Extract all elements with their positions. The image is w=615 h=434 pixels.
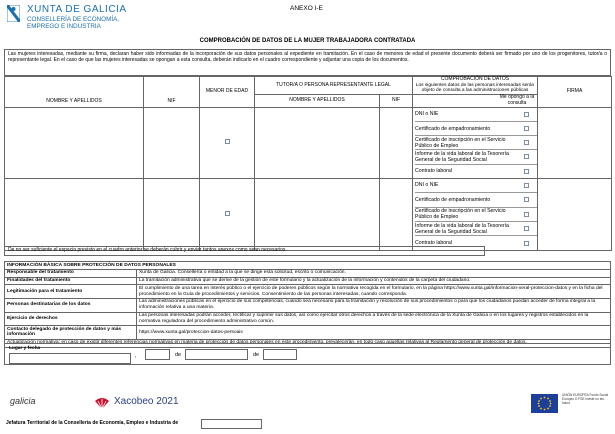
- oppose-checkbox[interactable]: [524, 183, 529, 188]
- oppose-checkbox[interactable]: [524, 154, 529, 159]
- list-item: Contrato laboral: [415, 235, 515, 249]
- oppose-checkbox[interactable]: [524, 212, 529, 217]
- list-item: Certificado de empadronamiento: [415, 192, 515, 206]
- de-label-1: de: [175, 352, 182, 358]
- nif-cell[interactable]: [144, 178, 200, 250]
- page-header: [4, 2, 611, 29]
- jefatura-label: Jefatura Territorial de la Consellería de Economía, Empleo e Industria de: [6, 420, 179, 426]
- header-check: COMPROBACIÓN DE DATOS Los siguientes datos de las personas interesadas serán objeto de consulta a las administraciones públicas: [413, 77, 538, 95]
- name-cell[interactable]: [5, 107, 144, 178]
- annex-label: ANEXO I-E: [290, 5, 323, 12]
- org-block: [27, 4, 127, 30]
- table-row: Finalidades del tratamiento La tramitación administrativa que se derive de la gestión de este formulario y la actualización de la información y contenidos de la carpeta del ciudadano.: [5, 277, 611, 285]
- day-input[interactable]: [145, 349, 170, 360]
- table-row: [5, 107, 612, 178]
- list-item: DNI o NIE: [415, 182, 439, 189]
- header-name: NOMBRE Y APELLIDOS: [5, 77, 144, 108]
- xacobeo-shell-icon: [94, 397, 110, 410]
- header-tutor-name: NOMBRE Y APELLIDOS: [255, 94, 380, 107]
- minor-checkbox[interactable]: [225, 211, 230, 216]
- tutor-name-cell[interactable]: [255, 178, 380, 250]
- docs-cell: [413, 178, 538, 250]
- table-row: Legitimación para el tratamiento El cumplimiento de una tarea en interés público o el ejercicio de poderes públicos según la normativa recogida en el formulario, en la página https://www.xunta.gal/informacion-xeral-proteccion-datos y en la ficha del procedimiento en la Guía de procedimientos y servicios. Consentimiento de las personas interesadas, cuando corresponda.: [5, 285, 611, 299]
- header-nif: NIF: [144, 77, 200, 108]
- year-input[interactable]: [263, 349, 297, 360]
- oppose-checkbox[interactable]: [524, 197, 529, 202]
- nif-cell[interactable]: [144, 107, 200, 178]
- list-item: Informe de la vida laboral de la Tesorería General de la Seguridad Social: [415, 221, 515, 235]
- list-item: Certificado de empadronamiento: [415, 121, 515, 135]
- xunta-logo-icon: [7, 5, 20, 22]
- month-input[interactable]: [185, 349, 248, 360]
- table-row: [5, 178, 612, 250]
- header-tutor: TUTOR/A O PERSONA REPRESENTANTE LEGAL: [255, 77, 413, 95]
- dept-line-2: EMPREGO E INDUSTRIA: [27, 22, 101, 30]
- header-sign: FIRMA: [538, 77, 612, 108]
- minor-checkbox[interactable]: [225, 139, 230, 144]
- table-row: Ejercicio de derechos Las personas interesadas podrán acceder, rectificar y suprimir sus datos, así como ejercitar otros derechos a través de la sede electrónica de la Xunta de Galicia o en los lugares y registros establecidos en la normativa reguladora del procedimiento administrativo común.: [5, 312, 611, 326]
- list-item: Certificado de inscripción en el Servicio Público de Empleo: [415, 135, 515, 149]
- table-row: Contacto delegado de protección de datos y más información https://www.xunta.gal/proteccion-datos-persoais: [5, 326, 611, 340]
- footer: [4, 392, 611, 416]
- privacy-update: Actualización normativa: en caso de existir diferentes referencias normativas en materia de protección de datos personales en este procedimiento, prevalecerán, en todo caso aquellas relativas al Reglamento general de protección de datos.: [5, 339, 611, 347]
- oppose-checkbox[interactable]: [524, 226, 529, 231]
- table-row: Responsable del tratamiento Xunta de Galicia. Consellería o entidad a la que se dirige esta solicitud, escrito o comunicación.: [5, 269, 611, 277]
- privacy-heading: INFORMACIÓN BÁSICA SOBRE PROTECCIÓN DE DATOS PERSONALES: [5, 262, 611, 270]
- comma-sep: ,: [135, 353, 137, 359]
- list-item: DNI o NIE: [415, 111, 439, 118]
- list-item: Informe de la vida laboral de la Tesorería General de la Seguridad Social: [415, 149, 515, 163]
- privacy-table: [4, 261, 611, 348]
- list-item: Contrato laboral: [415, 164, 515, 178]
- eu-flag-icon: [531, 394, 558, 413]
- oppose-checkbox[interactable]: [524, 169, 529, 174]
- place-input[interactable]: [9, 353, 131, 364]
- oppose-checkbox[interactable]: [524, 241, 529, 246]
- list-item: Certificado de inscripción en el Servicio Público de Empleo: [415, 207, 515, 221]
- privacy-link[interactable]: https://www.xunta.gal/proteccion-datos-persoais: [137, 326, 611, 340]
- oppose-checkbox[interactable]: [524, 126, 529, 131]
- tutor-name-cell[interactable]: [255, 107, 380, 178]
- name-cell[interactable]: [5, 178, 144, 250]
- galicia-logo: galicia: [10, 396, 36, 406]
- space-notice: De no ser suficiente el espacio previsto en el cuadro anterior se deberán cubrir y enviar tantos anexos como sean necesarios.: [4, 246, 485, 256]
- data-check-table: [4, 76, 611, 245]
- place-label: Lugar y fecha: [9, 346, 41, 351]
- org-title: XUNTA DE GALICIA: [27, 4, 127, 15]
- minor-cell: [200, 178, 255, 250]
- de-label-2: de: [253, 352, 260, 358]
- oppose-checkbox[interactable]: [524, 112, 529, 117]
- header-tutor-nif: NIF: [380, 94, 413, 107]
- header-minor: MENOR DE EDAD: [200, 77, 255, 108]
- intro-text: Las mujeres interesadas, mediante su firma, declaran haber sido informadas de la incorporación de sus datos personales al expediente en tramitación. En el caso de menores de edad el presente documento deberá ser firmado por uno de los progenitores, tutor/a o representante legal. En el caso de que las mujeres interesadas se opongan a esta consulta, deberán indicarlo en el cuadro correspondiente y adjuntar una copia de los documentos.: [4, 49, 611, 76]
- jefatura-input[interactable]: [201, 419, 262, 429]
- sign-cell[interactable]: [538, 178, 612, 250]
- tutor-nif-cell[interactable]: [380, 178, 413, 250]
- place-date-section: [4, 343, 611, 365]
- sign-cell[interactable]: [538, 107, 612, 178]
- table-row: Personas destinatarias de los datos Las administraciones públicas en el ejercicio de sus competencias, cuando sea necesario para la tramitación y resolución de sus procedimientos o para que los ciudadanos puedan acceder de forma integral a la información relativa a una materia.: [5, 298, 611, 312]
- eu-text: UNIÓN EUROPEA Fondo Social Europeo O FSE inviste no teu futuro: [562, 393, 609, 405]
- docs-cell: [413, 107, 538, 178]
- xacobeo-logo: Xacobeo 2021: [114, 396, 179, 407]
- dept-line-1: CONSELLERÍA DE ECONOMÍA,: [27, 15, 120, 23]
- oppose-checkbox[interactable]: [524, 140, 529, 145]
- document-title: COMPROBACIÓN DE DATOS DE LA MUJER TRABAJADORA CONTRATADA: [199, 38, 416, 44]
- tutor-nif-cell[interactable]: [380, 107, 413, 178]
- header-oppose: Me opongo a la consulta: [413, 94, 538, 107]
- minor-cell: [200, 107, 255, 178]
